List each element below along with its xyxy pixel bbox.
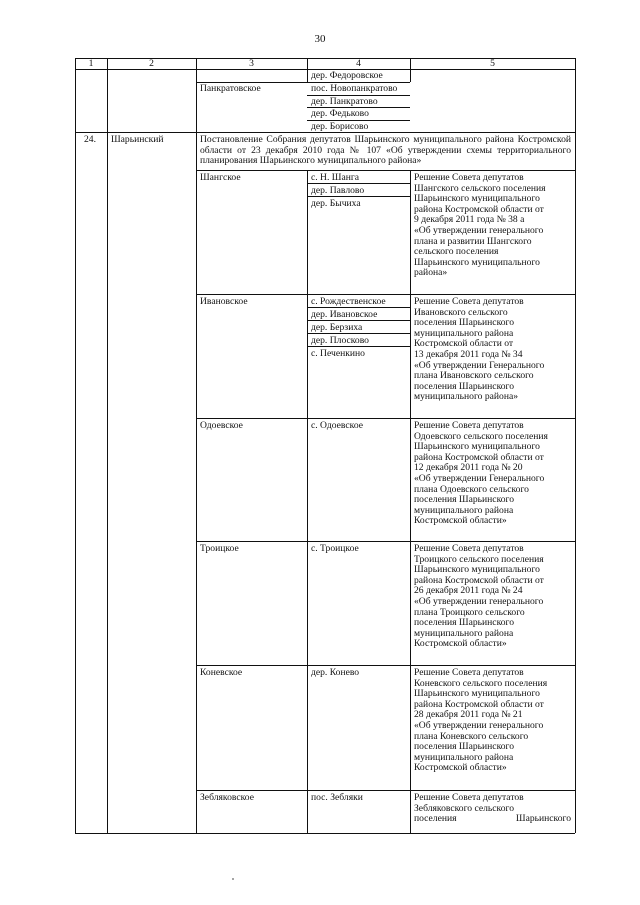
decision-line: муниципального района: [414, 504, 514, 516]
decision-line: плана Одоевского сельского: [414, 483, 529, 495]
row-divider: [196, 665, 575, 666]
decision-cell: [414, 297, 571, 403]
decision-line: Костромской области от: [414, 338, 514, 350]
scan-mark: [232, 878, 234, 880]
settlement-name: Панкратовское: [200, 83, 261, 94]
row-divider: [196, 790, 575, 791]
col-border: [196, 58, 197, 833]
decision-line: муниципального района: [414, 327, 514, 339]
decision-line: Шарьинского муниципального: [414, 688, 540, 700]
decision-line: «Об утверждении Генерального: [414, 359, 545, 371]
decision-line: 12 декабря 2011 года № 20: [414, 462, 523, 474]
row-number: 24.: [84, 134, 96, 145]
locality-cell: с. Одоевское: [311, 420, 363, 431]
decision-line: 28 декабря 2011 года № 21: [414, 709, 523, 721]
decision-line: Зебляковского сельского: [414, 802, 514, 814]
locality-cell: пос. Зебляки: [311, 792, 363, 803]
decision-line: Решение Совета депутатов: [414, 296, 524, 307]
column-header: 4: [356, 58, 361, 69]
decision-line: Одоевского сельского поселения: [414, 430, 548, 442]
decision-line: «Об утверждении генерального: [414, 224, 544, 236]
decision-line: района Костромской области от: [414, 203, 544, 215]
decision-line: района Костромской области от: [414, 574, 544, 586]
decision-cell: [414, 173, 571, 279]
decision-line: 26 декабря 2011 года № 24: [414, 585, 523, 597]
decision-line: сельского поселения: [414, 246, 499, 258]
decision-line: Костромской области»: [414, 515, 507, 527]
decision-line: плана Коневского сельского: [414, 730, 529, 742]
decision-cell: [414, 421, 571, 527]
decision-line: 13 декабря 2011 года № 34: [414, 348, 523, 360]
decision-line: «Об утверждении Генерального: [414, 472, 545, 484]
decision-line: Шангского сельского поселения: [414, 182, 546, 194]
row-divider: [196, 294, 575, 295]
decision-line: поселения Шарьинского: [414, 317, 515, 329]
row-divider: [196, 418, 575, 419]
decision-line: Троицкого сельского поселения: [414, 553, 544, 565]
row-divider: [196, 170, 575, 171]
table-bottom-border: [75, 833, 575, 834]
decision-line: Решение Совета депутатов: [414, 420, 524, 431]
settlement-name: Одоевское: [200, 420, 243, 431]
decision-line: «Об утверждении генерального: [414, 719, 544, 731]
decision-line: Решение Совета депутатов: [414, 543, 524, 554]
decision-line: Решение Совета депутатов: [414, 792, 524, 803]
locality-cell: дер. Федьково: [311, 108, 369, 119]
column-header: 3: [249, 58, 254, 69]
decision-line: района Костромской области от: [414, 698, 544, 710]
decision-line: поселения Шарьинского: [414, 380, 515, 392]
district-name: Шарьинский: [111, 134, 164, 145]
district-resolution: Постановление Собрания депутатов Шарьинского муниципального района Костромской области от 23 декабря 2010 года № 107 «Об утверждении схемы территориального планирования Шарьинского муниципального района»: [200, 134, 571, 167]
decision-line: поселения Шарьинского: [414, 494, 515, 506]
locality-cell: дер. Павлово: [311, 185, 365, 196]
decision-line: Решение Совета депутатов: [414, 667, 524, 678]
decision-cell: [414, 668, 571, 774]
locality-cell: дер. Панкратово: [311, 96, 378, 107]
decision-line: плана и развитии Шангского: [414, 235, 532, 247]
column-header: 5: [490, 58, 495, 69]
settlement-name: Зебляковское: [200, 792, 254, 803]
column-header: 2: [149, 58, 154, 69]
decision-line: Ивановского сельского: [414, 306, 508, 318]
settlement-name: Шангское: [200, 172, 241, 183]
settlement-name: Коневское: [200, 667, 243, 678]
decision-line: плана Ивановского сельского: [414, 370, 534, 382]
decision-line: Шарьинского муниципального: [414, 564, 540, 576]
locality-cell: дер. Борисово: [311, 121, 369, 132]
decision-cell: [414, 793, 571, 825]
locality-cell: дер. Конево: [311, 667, 360, 678]
locality-cell: с. Рождественское: [311, 296, 386, 307]
decision-line: района Костромской области от: [414, 451, 544, 463]
decision-line: 9 декабря 2011 года № 38 а: [414, 214, 525, 226]
decision-cell: [414, 544, 571, 650]
settlement-name: Ивановское: [200, 296, 248, 307]
locality-cell: дер. Плосково: [311, 335, 369, 346]
decision-line: Костромской области»: [414, 638, 507, 650]
locality-cell: дер. Берзиха: [311, 322, 363, 333]
col-border: [75, 58, 76, 833]
decision-line: поселения Шарьинского: [414, 741, 515, 753]
col-border: [307, 170, 308, 833]
locality-cell: пос. Новопанкратово: [311, 83, 398, 94]
decision-line: муниципального района: [414, 751, 514, 763]
settlement-name: Троицкое: [200, 543, 239, 554]
decision-line: Коневского сельского поселения: [414, 677, 548, 689]
decision-line: Решение Совета депутатов: [414, 172, 524, 183]
locality-cell: с. Н. Шанга: [311, 172, 360, 183]
decision-line: «Об утверждении генерального: [414, 595, 544, 607]
col-border: [410, 170, 411, 833]
decision-line: района»: [414, 267, 448, 279]
decision-line: плана Троицкого сельского: [414, 606, 525, 618]
page-number: 30: [314, 33, 326, 45]
row-divider: [196, 541, 575, 542]
column-header: 1: [88, 58, 94, 69]
decision-line: Шарьинского муниципального: [414, 256, 540, 268]
locality-cell: дер. Федоровское: [311, 70, 383, 81]
locality-cell: с. Печенкино: [311, 348, 365, 359]
locality-cell: дер. Бычиха: [311, 198, 361, 209]
col-border: [107, 58, 108, 833]
decision-line: Шарьинского муниципального: [414, 441, 540, 453]
decision-line: Костромской области»: [414, 762, 507, 774]
decision-line: поселения Шарьинского: [414, 617, 515, 629]
locality-cell: дер. Ивановское: [311, 309, 378, 320]
decision-line: поселения Шарьинского: [414, 813, 571, 825]
decision-line: муниципального района: [414, 627, 514, 639]
col-border: [575, 58, 576, 833]
decision-line: муниципального района»: [414, 391, 519, 403]
decision-line: Шарьинского муниципального: [414, 193, 540, 205]
locality-cell: с. Троицкое: [311, 543, 359, 554]
